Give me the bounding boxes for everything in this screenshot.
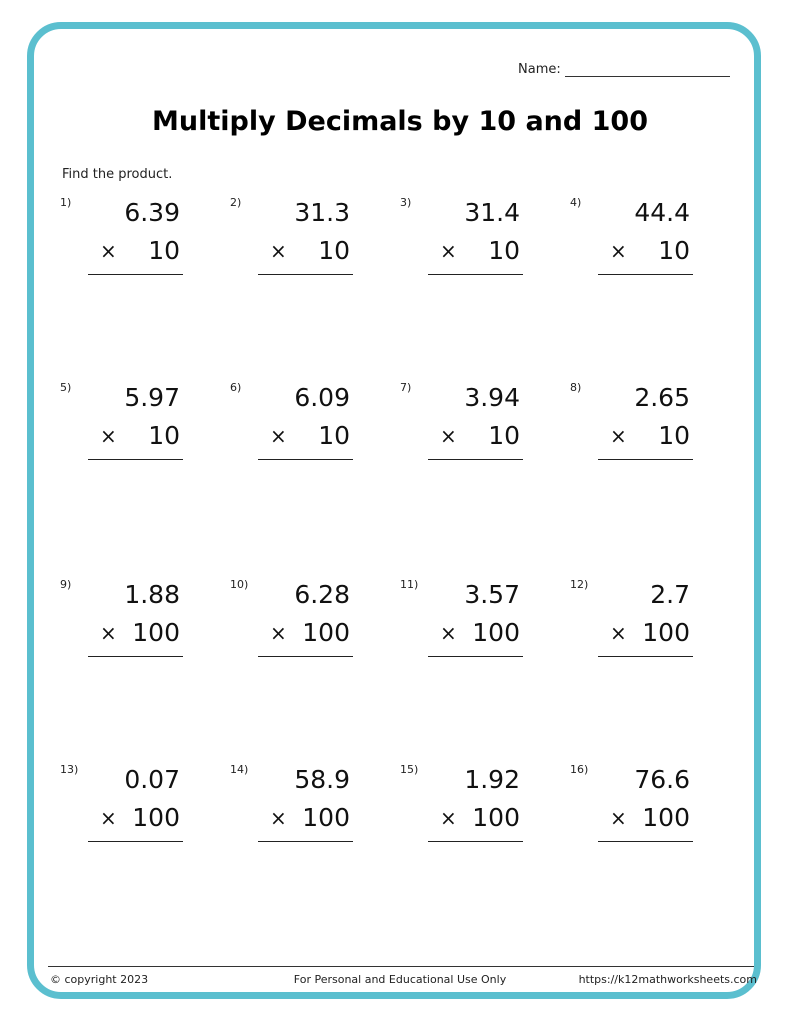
problem-number: 5) — [60, 381, 72, 394]
multiplier: 10 — [658, 421, 690, 450]
multiplier: 100 — [302, 618, 350, 647]
answer-line — [258, 656, 353, 657]
multiplicand: 6.09 — [294, 383, 350, 412]
times-sign: × — [610, 239, 627, 263]
name-label: Name: — [518, 62, 561, 77]
answer-line — [428, 656, 523, 657]
multiplicand: 5.97 — [124, 383, 180, 412]
multiplier: 10 — [148, 421, 180, 450]
multiplicand: 3.57 — [464, 580, 520, 609]
problem-number: 14) — [230, 763, 249, 776]
answer-line — [258, 274, 353, 275]
answer-line — [598, 656, 693, 657]
multiplicand: 6.39 — [124, 198, 180, 227]
answer-line — [88, 841, 183, 842]
footer-copyright: © copyright 2023 — [50, 973, 149, 986]
multiplicand: 1.92 — [464, 765, 520, 794]
problem-number: 9) — [60, 578, 72, 591]
answer-line — [88, 274, 183, 275]
multiplicand: 0.07 — [124, 765, 180, 794]
times-sign: × — [270, 239, 287, 263]
problem-number: 16) — [570, 763, 589, 776]
footer-url: https://k12mathworksheets.com — [578, 973, 757, 986]
times-sign: × — [270, 621, 287, 645]
times-sign: × — [610, 806, 627, 830]
multiplier: 100 — [642, 618, 690, 647]
problem-number: 10) — [230, 578, 249, 591]
footer-usage-note: For Personal and Educational Use Only — [293, 973, 507, 986]
multiplier: 100 — [472, 803, 520, 832]
times-sign: × — [610, 424, 627, 448]
multiplicand: 58.9 — [294, 765, 350, 794]
answer-line — [258, 841, 353, 842]
problem-item — [570, 578, 730, 688]
times-sign: × — [440, 424, 457, 448]
multiplicand: 31.3 — [294, 198, 350, 227]
problem-item — [230, 381, 390, 491]
times-sign: × — [270, 424, 287, 448]
answer-line — [598, 459, 693, 460]
problem-item — [60, 578, 220, 688]
multiplier: 10 — [148, 236, 180, 265]
multiplicand: 2.65 — [634, 383, 690, 412]
footer-divider — [48, 966, 754, 967]
multiplicand: 2.7 — [650, 580, 690, 609]
problem-number: 12) — [570, 578, 589, 591]
times-sign: × — [610, 621, 627, 645]
answer-line — [428, 274, 523, 275]
multiplicand: 44.4 — [634, 198, 690, 227]
multiplier: 10 — [488, 421, 520, 450]
times-sign: × — [270, 806, 287, 830]
multiplier: 10 — [488, 236, 520, 265]
problem-number: 15) — [400, 763, 419, 776]
multiplier: 100 — [132, 803, 180, 832]
times-sign: × — [100, 239, 117, 263]
multiplicand: 31.4 — [464, 198, 520, 227]
problem-item — [60, 381, 220, 491]
answer-line — [88, 656, 183, 657]
multiplicand: 6.28 — [294, 580, 350, 609]
problem-item — [570, 196, 730, 306]
problem-number: 13) — [60, 763, 79, 776]
multiplier: 100 — [472, 618, 520, 647]
name-blank-line — [565, 62, 730, 77]
multiplier: 10 — [318, 236, 350, 265]
times-sign: × — [440, 806, 457, 830]
answer-line — [598, 274, 693, 275]
multiplicand: 1.88 — [124, 580, 180, 609]
multiplicand: 76.6 — [634, 765, 690, 794]
answer-line — [88, 459, 183, 460]
problem-item — [400, 578, 560, 688]
times-sign: × — [100, 621, 117, 645]
multiplier: 100 — [642, 803, 690, 832]
multiplier: 100 — [302, 803, 350, 832]
problem-number: 1) — [60, 196, 72, 209]
times-sign: × — [100, 806, 117, 830]
multiplier: 100 — [132, 618, 180, 647]
problem-number: 3) — [400, 196, 412, 209]
problem-number: 8) — [570, 381, 582, 394]
instructions: Find the product. — [62, 167, 173, 182]
problem-item — [400, 381, 560, 491]
problem-item — [400, 196, 560, 306]
problem-item — [570, 763, 730, 873]
worksheet-title: Multiply Decimals by 10 and 100 — [152, 106, 648, 137]
problem-number: 4) — [570, 196, 582, 209]
problem-item — [60, 763, 220, 873]
answer-line — [428, 841, 523, 842]
answer-line — [598, 841, 693, 842]
problem-number: 7) — [400, 381, 412, 394]
problem-item — [230, 763, 390, 873]
times-sign: × — [440, 239, 457, 263]
problem-item — [230, 196, 390, 306]
problem-number: 2) — [230, 196, 242, 209]
problem-item — [400, 763, 560, 873]
multiplier: 10 — [318, 421, 350, 450]
multiplier: 10 — [658, 236, 690, 265]
answer-line — [428, 459, 523, 460]
problem-number: 6) — [230, 381, 242, 394]
times-sign: × — [100, 424, 117, 448]
problem-item — [230, 578, 390, 688]
name-field — [518, 62, 730, 77]
answer-line — [258, 459, 353, 460]
problem-number: 11) — [400, 578, 419, 591]
problem-item — [570, 381, 730, 491]
times-sign: × — [440, 621, 457, 645]
multiplicand: 3.94 — [464, 383, 520, 412]
problem-item — [60, 196, 220, 306]
